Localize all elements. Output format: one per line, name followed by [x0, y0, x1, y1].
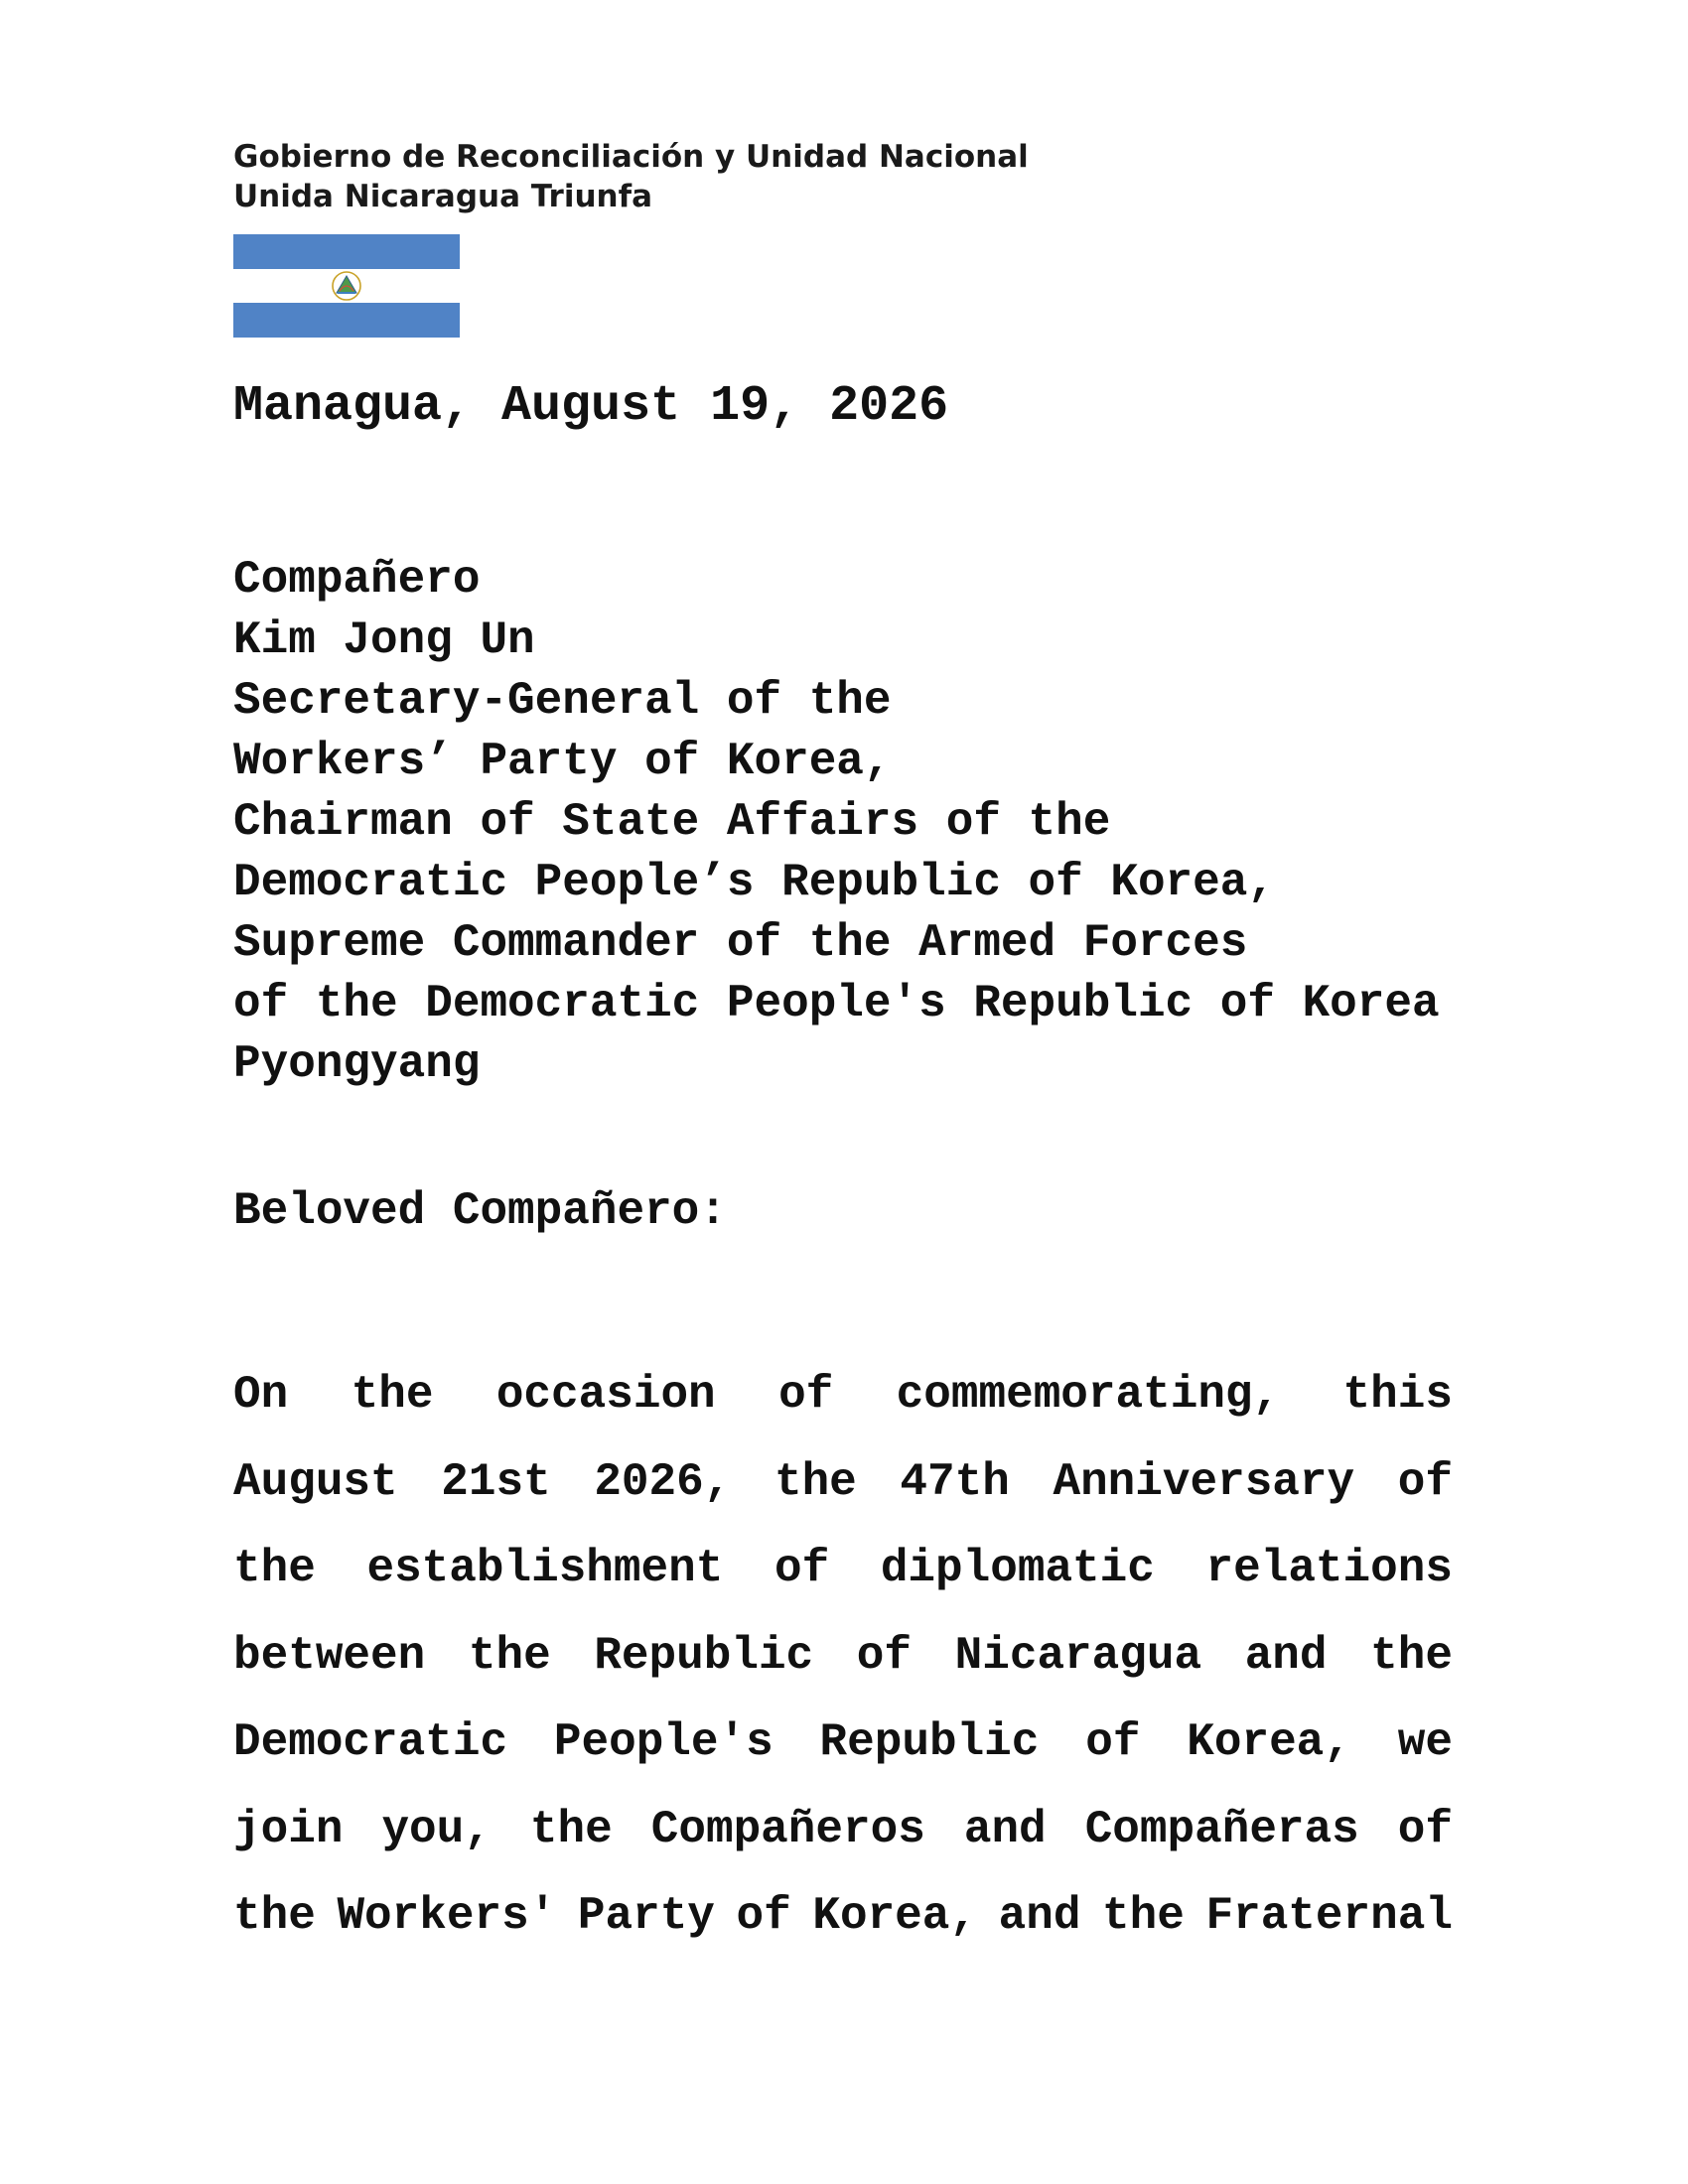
- body-word: of: [774, 1543, 830, 1594]
- body-line: [233, 1352, 1453, 1439]
- addressee-line: Democratic People’s Republic of Korea,: [233, 857, 1275, 908]
- body-word: of: [1397, 1803, 1453, 1855]
- body-word: Democratic: [233, 1716, 508, 1768]
- addressee-line: Workers’ Party of Korea,: [233, 736, 892, 787]
- flag-top-stripe: [233, 234, 460, 269]
- body-word: between: [233, 1629, 426, 1682]
- addressee-line: of the Democratic People's Republic of Korea: [233, 978, 1440, 1029]
- body-word: you,: [381, 1803, 492, 1855]
- body-line: [233, 1439, 1453, 1527]
- body-word: of: [856, 1629, 912, 1682]
- body-word: On: [233, 1369, 289, 1421]
- body-line: [233, 1700, 1453, 1787]
- body-word: the: [529, 1803, 613, 1855]
- addressee-line: Pyongyang: [233, 1038, 481, 1090]
- letter-date: Managua, August 19, 2026: [233, 378, 949, 435]
- body-word: of: [1085, 1716, 1141, 1768]
- body-word: and: [1244, 1629, 1328, 1682]
- body-word: the: [233, 1543, 316, 1594]
- body-word: join: [233, 1803, 344, 1855]
- body-word: relations: [1205, 1543, 1453, 1594]
- body-line: [233, 1873, 1453, 1961]
- body-word: the: [1370, 1629, 1453, 1682]
- body-word: People's: [553, 1716, 774, 1768]
- coat-of-arms-icon: [331, 269, 362, 303]
- nicaragua-flag-icon: [233, 234, 460, 338]
- body-word: Fraternal: [1205, 1890, 1453, 1942]
- body-word: we: [1397, 1716, 1453, 1768]
- body-word: Korea,: [1187, 1716, 1351, 1768]
- body-word: the: [233, 1890, 316, 1942]
- body-word: and: [963, 1803, 1047, 1855]
- body-word: Anniversary: [1053, 1455, 1355, 1508]
- addressee-line: Secretary-General of the: [233, 675, 892, 727]
- body-word: of: [1397, 1455, 1453, 1508]
- letterhead-government-name: Gobierno de Reconciliación y Unidad Nacional: [233, 139, 1029, 175]
- body-word: the: [774, 1455, 857, 1508]
- body-word: commemorating,: [896, 1369, 1281, 1421]
- body-word: this: [1342, 1369, 1453, 1421]
- body-word: the: [351, 1369, 434, 1421]
- body-word: the: [468, 1629, 551, 1682]
- body-line: [233, 1526, 1453, 1613]
- addressee-line: Supreme Commander of the Armed Forces: [233, 917, 1248, 969]
- addressee-block: [233, 550, 1440, 1095]
- letter-body: [233, 1352, 1453, 1961]
- body-word: Compañeros: [650, 1803, 925, 1855]
- addressee-line: Chairman of State Affairs of the: [233, 796, 1111, 848]
- body-word: Workers': [337, 1890, 557, 1942]
- body-word: and: [998, 1890, 1081, 1942]
- body-word: of: [778, 1369, 834, 1421]
- body-line: [233, 1613, 1453, 1701]
- body-word: occasion: [495, 1369, 716, 1421]
- body-word: 21st: [441, 1455, 551, 1508]
- flag-bottom-stripe: [233, 303, 460, 338]
- body-word: Compañeras: [1084, 1803, 1359, 1855]
- body-word: Korea,: [812, 1890, 977, 1942]
- salutation: Beloved Compañero:: [233, 1185, 727, 1237]
- body-word: establishment: [366, 1543, 724, 1594]
- letterhead-slogan: Unida Nicaragua Triunfa: [233, 179, 653, 214]
- body-word: diplomatic: [880, 1543, 1155, 1594]
- body-word: Party: [577, 1890, 715, 1942]
- body-word: Republic: [594, 1629, 814, 1682]
- body-word: Republic: [819, 1716, 1040, 1768]
- addressee-line: Kim Jong Un: [233, 614, 535, 666]
- body-line: [233, 1787, 1453, 1874]
- body-word: the: [1102, 1890, 1185, 1942]
- body-word: 47th: [900, 1455, 1010, 1508]
- addressee-line: Compañero: [233, 554, 481, 606]
- body-word: August: [233, 1455, 398, 1508]
- letterhead: [233, 137, 1029, 216]
- body-word: Nicaragua: [954, 1629, 1202, 1682]
- body-word: 2026,: [594, 1455, 732, 1508]
- body-word: of: [736, 1890, 791, 1942]
